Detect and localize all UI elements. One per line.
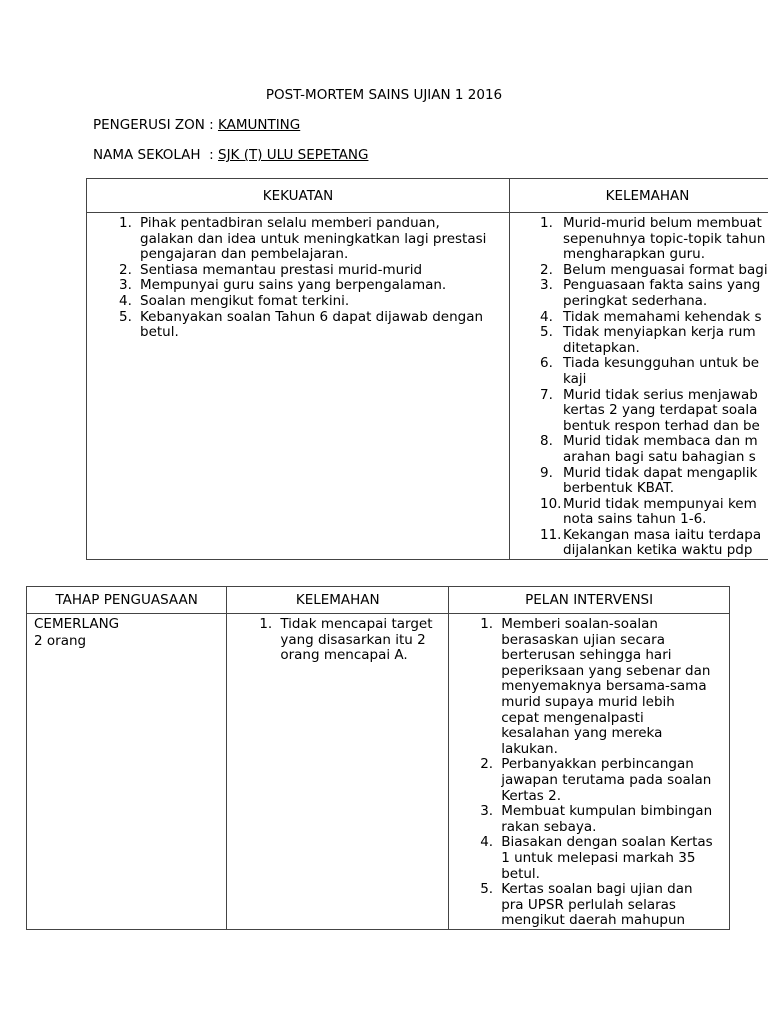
list-item bbox=[540, 263, 768, 279]
item-text-line: ditetapkan. bbox=[563, 339, 640, 356]
item-text-line: Penguasaan fakta sains yang bbox=[563, 277, 761, 294]
item-number: 3. bbox=[119, 277, 132, 294]
kekuatan-cell bbox=[87, 213, 510, 560]
kelemahan-cell bbox=[510, 213, 768, 560]
list-item bbox=[540, 278, 768, 309]
kekuatan-list bbox=[119, 216, 491, 341]
tahap-level: CEMERLANG bbox=[34, 616, 120, 632]
kelemahan-2-cell bbox=[227, 614, 449, 930]
item-text-line: kaji bbox=[563, 370, 587, 387]
list-item bbox=[540, 310, 768, 326]
list-item bbox=[540, 356, 768, 387]
zone-value: KAMUNTING bbox=[217, 117, 301, 133]
list-item bbox=[480, 835, 716, 882]
list-item bbox=[119, 310, 491, 341]
item-text-line: Murid tidak serius menjawab bbox=[563, 386, 758, 403]
item-number: 3. bbox=[540, 277, 553, 294]
item-text-line: kertas 2 yang terdapat soala bbox=[563, 402, 758, 419]
item-text-line: peringkat sederhana. bbox=[563, 292, 708, 309]
item-number: 8. bbox=[540, 433, 553, 450]
list-item bbox=[480, 617, 716, 757]
item-number: 2. bbox=[119, 261, 132, 278]
list-item bbox=[540, 466, 768, 497]
tahap-count: 2 orang bbox=[34, 633, 87, 649]
item-text: Membuat kumpulan bimbingan rakan sebaya. bbox=[501, 803, 713, 835]
item-number: 2. bbox=[540, 261, 553, 278]
item-text-line: Belum menguasai format bagi bbox=[563, 261, 768, 278]
item-text: Kebanyakan soalan Tahun 6 dapat dijawab dengan betul. bbox=[140, 308, 484, 341]
item-text-line: Kekangan masa iaitu terdapa bbox=[563, 526, 762, 543]
item-text-line: berbentuk KBAT. bbox=[563, 480, 675, 497]
item-number: 5. bbox=[540, 324, 553, 341]
item-number: 1. bbox=[480, 616, 494, 632]
item-text: Biasakan dengan soalan Kertas 1 untuk melepasi markah 35 betul. bbox=[501, 834, 713, 882]
item-text-line: arahan bagi satu bahagian s bbox=[563, 448, 756, 465]
item-number: 2. bbox=[480, 756, 494, 773]
item-number: 11. bbox=[540, 526, 562, 543]
header-kelemahan: KELEMAHAN bbox=[510, 179, 768, 213]
item-number: 4. bbox=[540, 308, 553, 325]
tahap-cell bbox=[27, 614, 227, 930]
item-text: Perbanyakkan perbincangan jawapan terutama pada soalan Kertas 2. bbox=[501, 756, 712, 804]
list-item bbox=[540, 216, 768, 263]
item-text-line: mengharapkan guru. bbox=[563, 246, 706, 263]
item-text: Soalan mengikut fomat terkini. bbox=[140, 292, 350, 309]
pelan-cell bbox=[449, 614, 730, 930]
item-number: 5. bbox=[119, 308, 132, 325]
school-line bbox=[93, 147, 368, 163]
kelemahan-list bbox=[540, 216, 768, 559]
item-text-line: bentuk respon terhad dan be bbox=[563, 417, 760, 434]
item-text-line: nota sains tahun 1-6. bbox=[563, 511, 707, 528]
item-text: Sentiasa memantau prestasi murid-murid bbox=[140, 261, 423, 278]
intervention-table bbox=[26, 586, 730, 930]
item-number: 1. bbox=[540, 215, 553, 231]
strengths-weaknesses-table bbox=[86, 178, 768, 560]
item-number: 10. bbox=[540, 495, 562, 512]
item-text-line: dijalankan ketika waktu pdp bbox=[563, 542, 753, 559]
school-value: SJK (T) ULU SEPETANG bbox=[218, 147, 369, 163]
list-item bbox=[480, 804, 716, 835]
item-text: Memberi soalan-soalan berasaskan ujian secara berterusan sehingga hari peperiksaan yang sebenar dan menyemaknya bersama-sama murid supaya murid lebih cepat mengenalpasti kesalahan yang mereka lakukan. bbox=[501, 616, 711, 757]
list-item bbox=[540, 434, 768, 465]
header-kelemahan-2: KELEMAHAN bbox=[227, 587, 449, 614]
list-item bbox=[540, 388, 768, 435]
item-number: 4. bbox=[480, 834, 494, 851]
item-number: 4. bbox=[119, 292, 132, 309]
list-item bbox=[259, 617, 440, 664]
item-text-line: Tidak menyiapkan kerja rum bbox=[563, 324, 756, 341]
item-number: 3. bbox=[480, 803, 494, 820]
item-text: Tidak mencapai target yang disasarkan itu 2 orang mencapai A. bbox=[280, 616, 433, 664]
list-item bbox=[119, 294, 491, 310]
item-text: Pihak pentadbiran selalu memberi panduan, galakan dan idea untuk meningkatkan lagi prestasi pengajaran dan pembelajaran. bbox=[140, 215, 487, 263]
item-number: 6. bbox=[540, 355, 553, 372]
zone-label: PENGERUSI ZON : bbox=[93, 117, 218, 133]
header-pelan: PELAN INTERVENSI bbox=[449, 587, 730, 614]
list-item bbox=[540, 497, 768, 528]
zone-line bbox=[93, 117, 300, 133]
item-number: 7. bbox=[540, 386, 553, 403]
school-label: NAMA SEKOLAH : bbox=[93, 147, 218, 163]
list-item bbox=[480, 757, 716, 804]
item-text-line: Murid tidak dapat mengaplik bbox=[563, 464, 758, 481]
list-item bbox=[540, 325, 768, 356]
pelan-list bbox=[480, 617, 729, 929]
item-text-line: Murid tidak membaca dan m bbox=[563, 433, 758, 450]
document-title: POST-MORTEM SAINS UJIAN 1 2016 bbox=[265, 87, 503, 103]
item-number: 1. bbox=[119, 215, 132, 231]
kelemahan-2-list bbox=[259, 617, 448, 664]
item-text: Mempunyai guru sains yang berpengalaman. bbox=[140, 277, 447, 294]
list-item bbox=[119, 216, 491, 263]
item-number: 5. bbox=[480, 881, 494, 898]
item-number: 9. bbox=[540, 464, 553, 481]
list-item bbox=[119, 278, 491, 294]
item-text-line: Tidak memahami kehendak s bbox=[563, 308, 762, 325]
item-text-line: Murid tidak mempunyai kem bbox=[563, 495, 757, 512]
item-text: Kertas soalan bagi ujian dan pra UPSR perlulah selaras mengikut daerah mahupun bbox=[501, 881, 693, 929]
item-text-line: sepenuhnya topic-topik tahun bbox=[563, 230, 766, 247]
item-text-line: Murid-murid belum membuat bbox=[563, 215, 762, 231]
list-item bbox=[540, 528, 768, 559]
header-tahap: TAHAP PENGUASAAN bbox=[27, 587, 227, 614]
list-item bbox=[119, 263, 491, 279]
item-number: 1. bbox=[259, 616, 273, 632]
item-text-line: Tiada kesungguhan untuk be bbox=[563, 355, 760, 372]
header-kekuatan: KEKUATAN bbox=[87, 179, 510, 213]
list-item bbox=[480, 882, 716, 929]
